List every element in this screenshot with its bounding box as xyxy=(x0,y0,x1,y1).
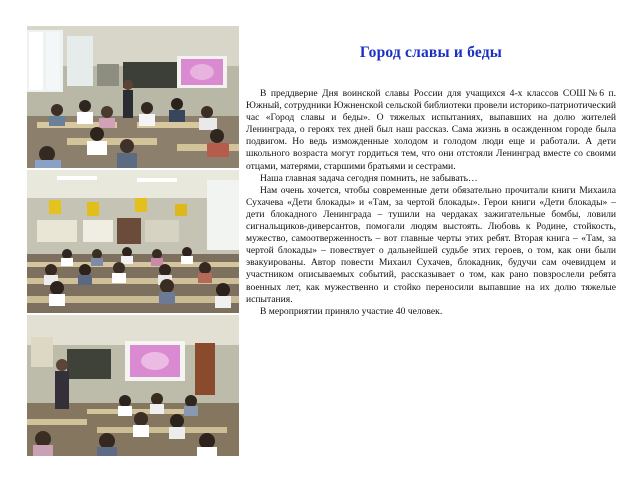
article-body xyxy=(246,88,616,318)
classroom-photo-3 xyxy=(27,315,239,456)
paragraph: Наша главная задача сегодня помнить, не забывать… xyxy=(260,172,478,184)
classroom-photo-2 xyxy=(27,170,239,313)
paragraph: В мероприятии приняло участие 40 человек. xyxy=(260,305,443,317)
classroom-photo-1 xyxy=(27,26,239,168)
page-title: Город славы и беды xyxy=(359,44,503,61)
paragraph: Нам очень хочется, чтобы современные дети обязательно прочитали книги Михаила Сухачева «Дети блокады» и «Там, за чертой блокады». Герои книги «Дети блокады» – дети блокадного Ленинграда – тушили на чердаках зажигательные бомбы, ловили сигнальщиков-диверсантов, помогали людям выстоять. Любовь к Родине, стойкость, мужество, самоотверженность – вот главные черты этих ребят. Вторая книга – «Там, за чертой блокады» – повествует о дальнейшей судьбе этих героев, о том, как они были эвакуированы. Автор повести Михаил Сухачев, блокадник, будучи сам очевидцем и участником описываемых событий, рассказывает о том, как рано повзрослели ребята военных лет, как мужественно и стойко переносили выпавшие на их долю тяжелые испытания. xyxy=(246,184,616,305)
paragraph: В преддверие Дня воинской славы России для учащихся 4-х классов СОШ№6 п. Южный, сотрудники Южненской сельской библиотеки провели историко-патриотический час «Город славы и беды». О тяжелых испытаниях, выпавших на долю жителей Ленинграда, о героях тех дней был наш рассказ. Сама жизнь в осажденном городе была подвигом. Но ведь изможденные холодом и голодом люди еще и работали. А дети школьного возраста могут гордиться тем, что они отстояли Ленинград вместе со своими отцами, матерями, старшими братьями и сестрами. xyxy=(246,88,616,172)
